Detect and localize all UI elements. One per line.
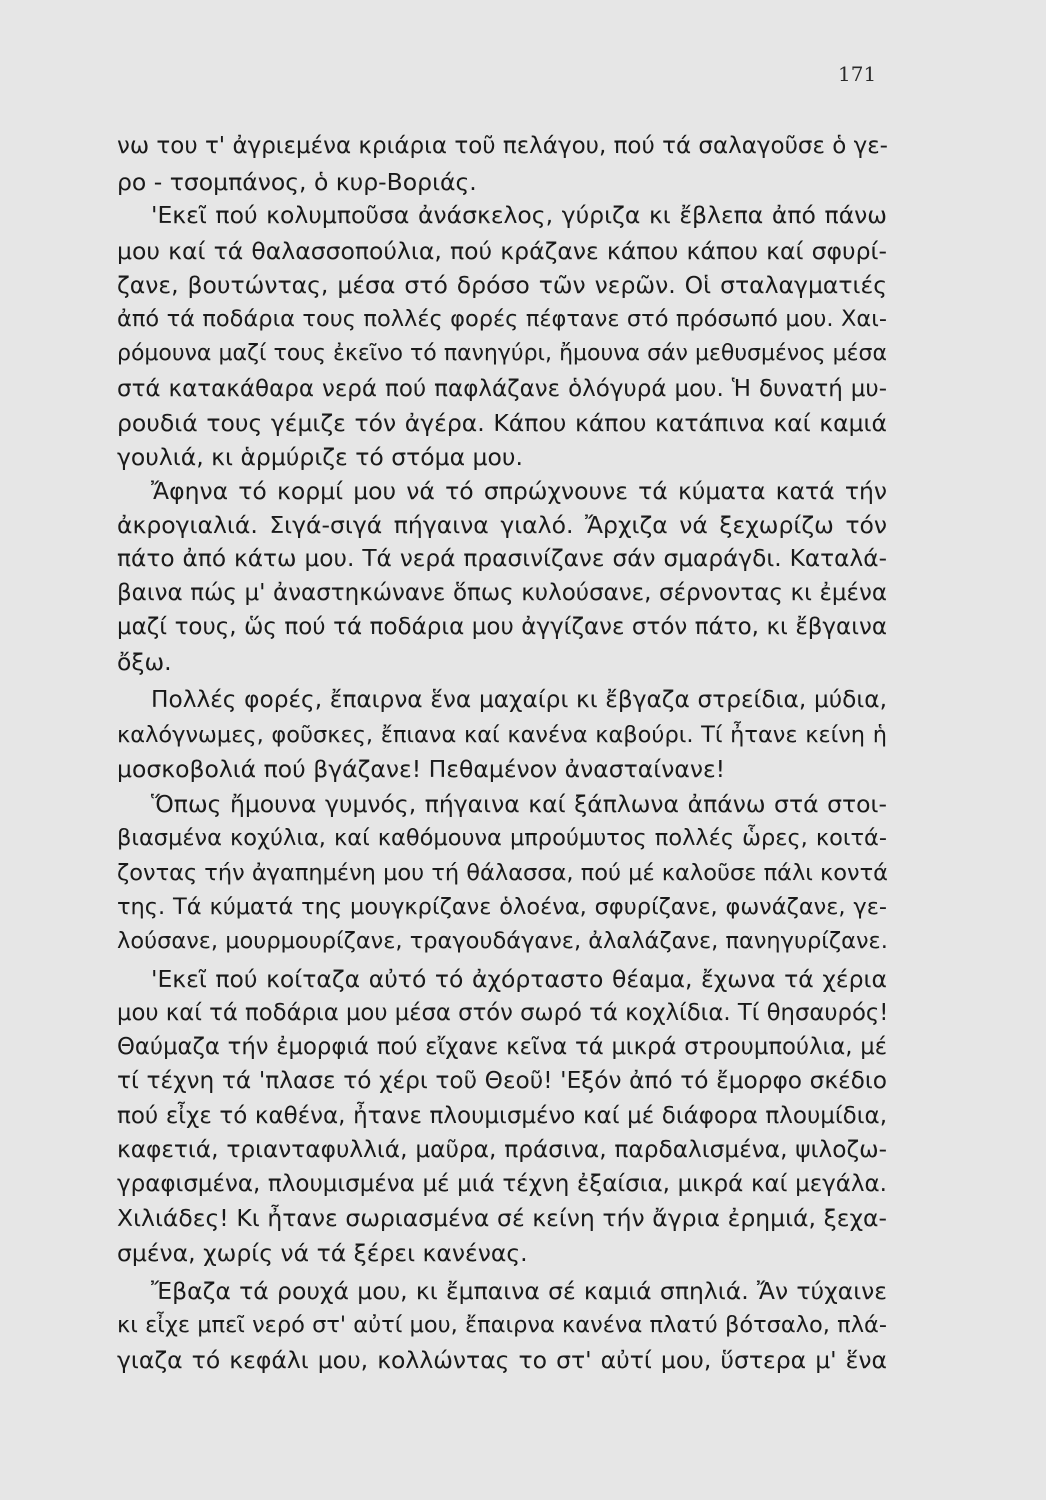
text-line: μαζί τους, ὥς πού τά ποδάρια μου ἀγγίζανε στόν πάτο, κι ἔβγαινα — [117, 614, 887, 640]
text-line: καλόγνωμες, φοῦσκες, ἔπιανα καί κανένα καβούρι. Τί ἦτανε κείνη ἡ — [117, 722, 887, 748]
text-line: 'Εκεῖ πού κολυμποῦσα ἀνάσκελος, γύριζα κι ἔβλεπα ἀπό πάνω — [151, 201, 887, 229]
text-line: βιασμένα κοχύλια, καί καθόμουνα μπρούμυτος πολλές ὧρες, κοιτά- — [117, 825, 887, 851]
text-line: ρόμουνα μαζί τους ἐκεῖνο τό πανηγύρι, ἤμουνα σάν μεθυσμένος μέσα — [117, 341, 887, 366]
text-line: ζοντας τήν ἀγαπημένη μου τή θάλασσα, πού μέ καλοῦσε πάλι κοντά — [117, 860, 888, 886]
text-line: κι εἶχε μπεῖ νερό στ' αὐτί μου, ἔπαιρνα κανένα πλατύ βότσαλο, πλά- — [117, 1312, 887, 1338]
text-line: ὄξω. — [117, 648, 172, 676]
text-line: γραφισμένα, πλουμισμένα μέ μιά τέχνη ἐξαίσια, μικρά καί μεγάλα. — [117, 1171, 887, 1197]
text-line: ρο - τσομπάνος, ὁ κυρ-Βοριάς. — [117, 168, 477, 196]
text-line: Θαύμαζα τήν ἐμορφιά πού εἴχανε κεῖνα τά μικρά στρουμπούλια, μέ — [117, 1034, 887, 1060]
text-line: ἀκρογιαλιά. Σιγά-σιγά πήγαινα γιαλό. Ἄρχιζα νά ξεχωρίζω τόν — [117, 511, 887, 539]
text-line: 'Εκεῖ πού κοίταζα αὐτό τό ἀχόρταστο θέαμα, ἔχωνα τά χέρια — [151, 965, 887, 993]
text-line: γουλιά, κι ἁρμύριζε τό στόμα μου. — [117, 443, 523, 471]
text-line: σμένα, χωρίς νά τά ξέρει κανένας. — [117, 1239, 528, 1267]
text-line: Πολλές φορές, ἔπαιρνα ἕνα μαχαίρι κι ἔβγαζα στρείδια, μύδια, — [151, 686, 887, 713]
text-line: πάτο ἀπό κάτω μου. Τά νερά πρασινίζανε σάν σμαράγδι. Καταλά- — [117, 545, 887, 572]
text-line: ζανε, βουτώντας, μέσα στό δρόσο τῶν νερῶν. Οἱ σταλαγματιές — [117, 271, 887, 299]
text-line: γιαζα τό κεφάλι μου, κολλώντας το στ' αὐτί μου, ὕστερα μ' ἕνα — [117, 1346, 887, 1374]
text-line: ρουδιά τους γέμιζε τόν ἀγέρα. Κάπου κάπου κατάπινα καί καμιά — [117, 409, 887, 437]
text-line: λούσανε, μουρμουρίζανε, τραγουδάγανε, ἀλαλάζανε, πανηγυρίζανε. — [117, 928, 888, 954]
text-line: μου καί τά θαλασσοπούλια, πού κράζανε κάπου κάπου καί σφυρί- — [117, 237, 887, 265]
text-line: καφετιά, τριανταφυλλιά, μαῦρα, πράσινα, παρδαλισμένα, ψιλοζω- — [117, 1136, 887, 1163]
text-line: μοσκοβολιά πού βγάζανε! Πεθαμένον ἀνασταίνανε! — [117, 755, 726, 783]
text-line: Ὅπως ἤμουνα γυμνός, πήγαινα καί ξάπλωνα ἀπάνω στά στοι- — [151, 790, 887, 818]
text-line: πού εἶχε τό καθένα, ἦτανε πλουμισμένο καί μέ διάφορα πλουμίδια, — [117, 1103, 887, 1129]
text-line: Χιλιάδες! Κι ἦτανε σωριασμένα σέ κείνη τήν ἄγρια ἐρημιά, ξεχα- — [117, 1204, 887, 1232]
text-line: βαινα πώς μ' ἀναστηκώνανε ὅπως κυλούσανε, σέρνοντας κι ἐμένα — [117, 580, 887, 606]
text-line: νω του τ' ἀγριεμένα κριάρια τοῦ πελάγου, πού τά σαλαγοῦσε ὁ γε- — [117, 133, 888, 159]
text-line: της. Τά κύματά της μουγκρίζανε ὁλοένα, σφυρίζανε, φωνάζανε, γε- — [117, 894, 887, 920]
text-line: ἀπό τά ποδάρια τους πολλές φορές πέφτανε στό πρόσωπό μου. Χαι- — [117, 306, 887, 332]
page-number: 171 — [838, 62, 877, 86]
text-line: Ἔβαζα τά ρουχά μου, κι ἔμπαινα σέ καμιά σπηλιά. Ἄν τύχαινε — [151, 1277, 887, 1305]
text-line: μου καί τά ποδάρια μου μέσα στόν σωρό τά κοχλίδια. Τί θησαυρός! — [117, 1000, 889, 1026]
text-line: στά κατακάθαρα νερά πού παφλάζανε ὁλόγυρά μου. Ἡ δυνατή μυ- — [117, 376, 887, 402]
text-line: Ἄφηνα τό κορμί μου νά τό σπρώχνουνε τά κύματα κατά τήν — [151, 477, 887, 505]
text-line: τί τέχνη τά 'πλασε τό χέρι τοῦ Θεοῦ! 'Εξόν ἀπό τό ἔμορφο σκέδιο — [117, 1067, 887, 1094]
